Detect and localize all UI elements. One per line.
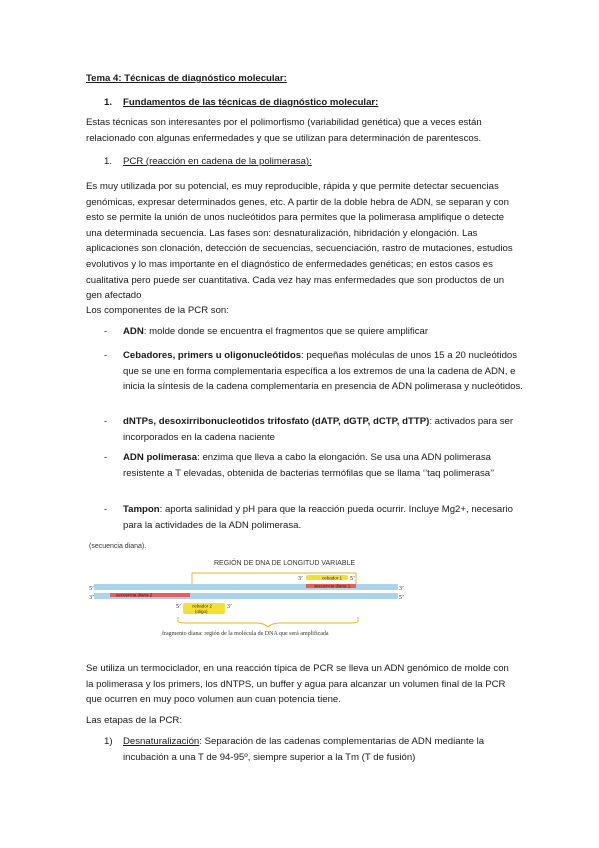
component-item [123,324,523,340]
strand1-end-5: 5’ [89,586,94,592]
primer2-end-3: 3’ [227,604,232,610]
figure-caption-top: (secuencia diana). [89,543,147,550]
section-1-heading: Fundamentos de las técnicas de diagnóstico molecular: [123,97,379,108]
stage-text: : Separación de las cadenas complementarias de ADN mediante la incubación a una T de 94-95º, siempre superior a la Tm (T de fusión) [123,736,485,763]
component-text: : molde donde se encuentra el fragmentos que se quiere amplificar [143,326,429,337]
pcr-diagram-svg [86,539,410,639]
stage-item [123,734,513,765]
stage-number: 1) [104,736,113,747]
component-text: : aporta salinidad y pH para que la reacción pueda ocurrir. Incluye Mg2+, necesario para la actividades de la ADN polimerasa. [123,504,513,531]
component-item [123,414,523,445]
primer1-end-3: 3’ [298,576,303,582]
component-term: dNTPs, desoxirribonucleotidos trifosfato (dATP, dGTP, dCTP, dTTP) [123,416,430,427]
pcr-number: 1. [104,156,113,167]
component-bullet: - [104,416,108,427]
target1-label: secuencia diana 1 [314,583,351,589]
fragment-label: fragmento diana: región de la molécula de DNA que será amplificada [162,631,329,637]
primer2-end-5: 5’ [176,604,181,610]
component-text: : activados para ser incorporados en la cadena naciente [123,416,514,443]
strand1-end-3: 3’ [399,586,404,592]
region-label: REGIÓN DE DNA DE LONGITUD VARIABLE [214,560,356,567]
target2-label: secuencia diana 2 [116,592,153,598]
strand2-end-5: 5’ [399,595,404,601]
component-item [123,450,523,481]
component-item [123,502,523,533]
component-bullet: - [104,350,108,361]
document-title: Tema 4: Técnicas de diagnóstico molecular: [86,73,287,84]
stage-term: Desnaturalización [123,736,200,747]
component-bullet: - [104,452,108,463]
component-term: Tampon [123,504,160,515]
strand2-end-3: 3’ [89,595,94,601]
intro-paragraph: Estas técnicas son interesantes por el polimorfismo (variabilidad genética) que a veces están relacionado con algunas enfermedades y que se utilizan para determinación de parentescos. [86,117,482,144]
primer2-sublabel: (oligo) [195,609,208,614]
primer1-end-5: 5’ [350,576,355,582]
section-1-number: 1. [104,97,113,108]
component-bullet: - [104,504,108,515]
fragment-bracket [178,617,358,627]
component-term: ADN polimerasa [123,452,198,463]
pcr-paragraph: Es muy utilizada por su potencial, es muy reproducible, rápida y que permite detectar secuencias genómicas, expresar determinados genes, etc. A partir de la doble hebra de ADN, se separan y con esto se permite la unión de unos nucleótidos para permites que la polimerasa amplifique o detecte una determinada secuencia. Las fases son: desnaturalización, hibridación y elongación. Las aplicaciones son clonación, detección de secuencias, secuenciación, rastro de mutaciones, estudios evolutivos y lo mas importante en el diagnóstico de enfermedades genéticas; en estos casos es cualitativa pero puede ser cuantitativa. Cada vez hay mas enfermedades que son productos de un gen afectado [86,181,513,302]
component-bullet: - [104,326,108,337]
components-intro: Los componentes de la PCR son: [86,305,229,316]
stages-intro: Las etapas de la PCR: [86,715,182,726]
component-term: ADN [123,326,144,337]
primer2-label: cebador 2 [192,603,213,609]
component-text: : enzima que lleva a cabo la elongación. Se usa una ADN polimerasa resistente a T elevadas, obtenida de bacterias termófilas que se llama ‘’taq polimerasa’’ [123,452,495,479]
pcr-heading: PCR (reacción en cadena de la polimerasa): [123,156,312,167]
component-item [123,348,523,395]
component-term: Cebadores, primers u oligonucleótidos [123,350,302,361]
pcr-diagram [86,539,410,639]
primer1-label: cebador 1 [322,575,343,581]
component-text: : pequeñas moléculas de unos 15 a 20 nucleótidos que se une en forma complementaria específica a los extremos de una la cadena de ADN, e inicia la síntesis de la cadena complementaria en presencia de ADN polimerasa y nucleótidos. [123,350,523,393]
thermocycler-paragraph: Se utiliza un termociclador, en una reacción típica de PCR se lleva un ADN genómico de molde con la polimerasa y los primers, los dNTPS, un buffer y agua para alcanzar un volumen final de la PCR que ocurren en muy poco volumen aun cuan potencia tiene. [86,663,509,706]
